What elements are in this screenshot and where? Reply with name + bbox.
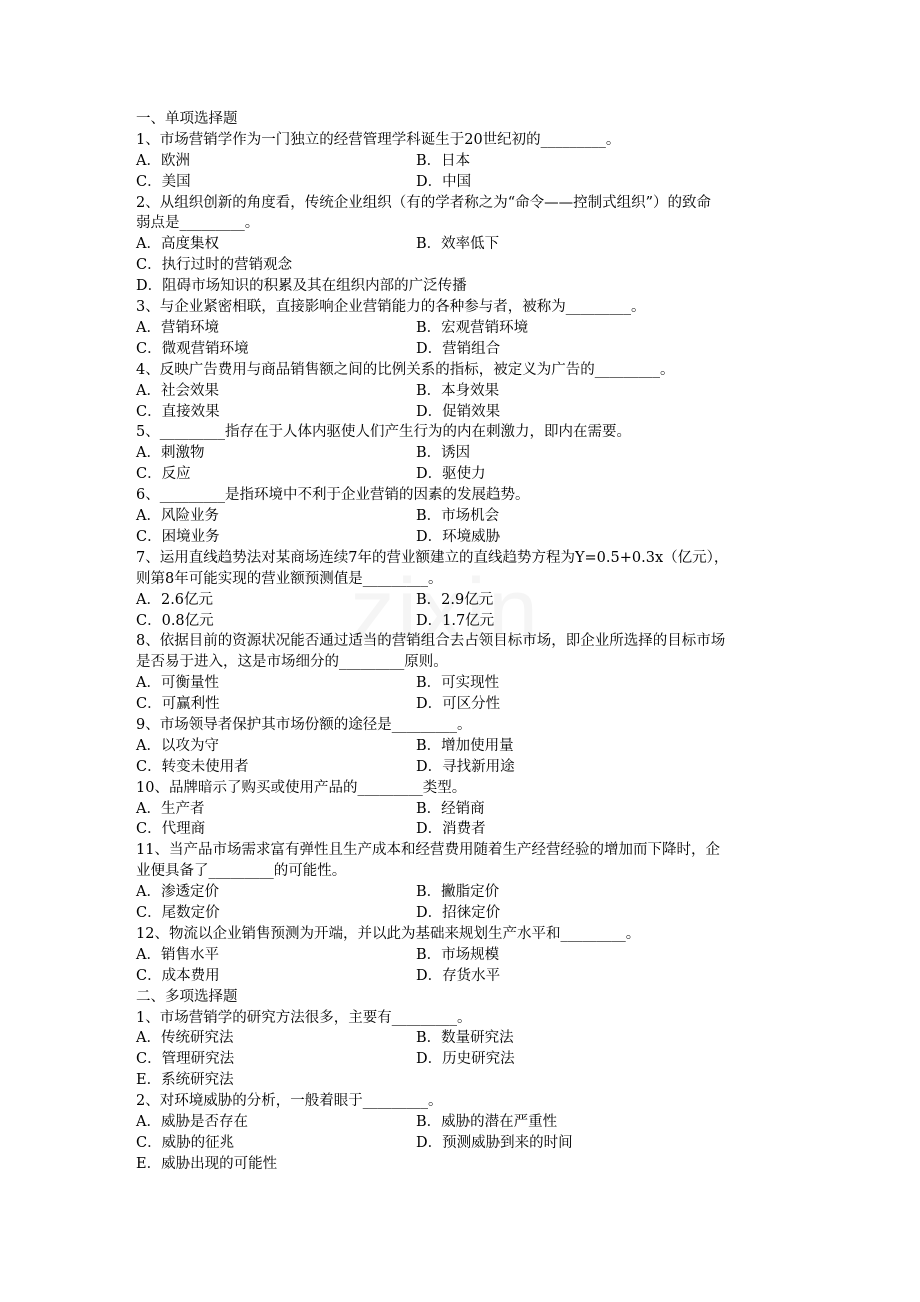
option-row	[136, 882, 796, 903]
option: B．市场机会	[416, 508, 500, 525]
option-row	[136, 151, 796, 172]
option: D．消费者	[416, 821, 486, 838]
question	[136, 715, 796, 778]
option: E．系统研究法	[136, 1072, 234, 1089]
question-text: 2、对环境威胁的分析，一般着眼于_________。	[136, 1093, 443, 1110]
option: D．可区分性	[416, 696, 501, 713]
option-row	[136, 673, 796, 694]
option: B．威胁的潜在严重性	[416, 1114, 558, 1131]
question-text: 12、物流以企业销售预测为开端，并以此为基础来规划生产水平和_________。	[136, 925, 641, 942]
question	[136, 924, 796, 987]
option: B．数量研究法	[416, 1030, 514, 1047]
option: A．以攻为守	[136, 737, 219, 754]
option-row	[136, 506, 796, 527]
option: A．刺激物	[136, 445, 205, 462]
question-text: 5、_________指存在于人体内驱使人们产生行为的内在刺激力，即内在需要。	[136, 424, 631, 441]
section-heading: 一、单项选择题	[136, 111, 238, 127]
option: C．反应	[136, 466, 191, 483]
option: C．困境业务	[136, 528, 220, 545]
option: D．环境威胁	[416, 528, 501, 545]
option-row	[136, 255, 796, 276]
question-text: 6、_________是指环境中不利于企业营销的因素的发展趋势。	[136, 487, 530, 504]
question	[136, 778, 796, 841]
option: B．增加使用量	[416, 737, 514, 754]
option: B．效率低下	[416, 236, 500, 253]
question	[136, 631, 796, 715]
option-row	[136, 527, 796, 548]
option-row	[136, 318, 796, 339]
option: B．可实现性	[416, 675, 500, 692]
option: C．美国	[136, 173, 191, 190]
option: D．寻找新用途	[416, 758, 515, 775]
question	[136, 193, 796, 297]
option-row	[136, 339, 796, 360]
option-row	[136, 276, 796, 297]
option: B．市场规模	[416, 946, 500, 963]
option-row	[136, 694, 796, 715]
question-text: 2、从组织创新的角度看，传统企业组织（有的学者称之为“命令——控制式组织”）的致命	[136, 194, 712, 211]
option-row	[136, 945, 796, 966]
option: B．2.9亿元	[416, 591, 494, 608]
option: E．威胁出现的可能性	[136, 1155, 278, 1172]
question	[136, 548, 796, 632]
question	[136, 840, 796, 924]
question-text: 10、品牌暗示了购买或使用产品的_________类型。	[136, 779, 467, 796]
option: C．转变未使用者	[136, 758, 249, 775]
option: D．驱使力	[416, 466, 486, 483]
option: A．2.6亿元	[136, 591, 214, 608]
option: C．管理研究法	[136, 1051, 235, 1068]
option: A．渗透定价	[136, 884, 219, 901]
option: A．欧洲	[136, 152, 190, 169]
option: B．诱因	[416, 445, 471, 462]
question	[136, 1008, 796, 1092]
question-text: 业便具备了_________的可能性。	[136, 863, 347, 880]
option: D．阻碍市场知识的积累及其在组织内部的广泛传播	[136, 278, 467, 295]
option-row	[136, 1154, 796, 1175]
question	[136, 297, 796, 360]
option: A．威胁是否存在	[136, 1114, 248, 1131]
option: A．社会效果	[136, 382, 219, 399]
option: C．0.8亿元	[136, 612, 214, 629]
option-row	[136, 1049, 796, 1070]
option: A．营销环境	[136, 319, 219, 336]
question-text: 是否易于进入，这是市场细分的_________原则。	[136, 654, 448, 671]
option: C．代理商	[136, 821, 206, 838]
option: C．直接效果	[136, 403, 220, 420]
question-text: 8、依据目前的资源状况能否通过适当的营销组合去占领目标市场，即企业所选择的目标市场	[136, 633, 726, 650]
question-text: 9、市场领导者保护其市场份额的途径是_________。	[136, 717, 472, 733]
option: A．可衡量性	[136, 675, 219, 692]
question	[136, 1091, 796, 1175]
option-row	[136, 966, 796, 987]
option-row	[136, 611, 796, 632]
option-row	[136, 172, 796, 193]
option: D．存货水平	[416, 967, 501, 984]
option: A．高度集权	[136, 236, 219, 253]
option-row	[136, 381, 796, 402]
option: A．生产者	[136, 800, 205, 817]
option: D．营销组合	[416, 340, 501, 357]
question-text: 3、与企业紧密相联，直接影响企业营销能力的各种参与者，被称为_________。	[136, 299, 646, 316]
question-text: 则第8年可能实现的营业额预测值是_________。	[136, 570, 443, 587]
question-text: 1、市场营销学的研究方法很多，主要有_________。	[136, 1009, 472, 1026]
option-row	[136, 736, 796, 757]
option: D．预测威胁到来的时间	[416, 1134, 573, 1151]
option: D．历史研究法	[416, 1051, 515, 1068]
option-row	[136, 903, 796, 924]
option: D．招徕定价	[416, 905, 501, 922]
option: A．传统研究法	[136, 1030, 234, 1047]
option: B．本身效果	[416, 382, 500, 399]
question-text: 4、反映广告费用与商品销售额之间的比例关系的指标，被定义为广告的_________。	[136, 361, 675, 378]
option: D．中国	[416, 173, 472, 190]
option: A．销售水平	[136, 946, 219, 963]
option-row	[136, 819, 796, 840]
option-row	[136, 757, 796, 778]
option: B．经销商	[416, 800, 485, 817]
option: B．日本	[416, 152, 471, 169]
option: B．撇脂定价	[416, 884, 500, 901]
question-text: 弱点是_________。	[136, 215, 260, 232]
option-row	[136, 402, 796, 423]
option: C．威胁的征兆	[136, 1134, 235, 1151]
option-row	[136, 1112, 796, 1133]
option-row	[136, 464, 796, 485]
section-heading: 二、多项选择题	[136, 988, 238, 1005]
question-text: 11、当产品市场需求富有弹性且生产成本和经营费用随着生产经营经验的增加而下降时，企	[136, 842, 720, 859]
option: D．促销效果	[416, 403, 501, 420]
option: C．成本费用	[136, 967, 220, 984]
question	[136, 360, 796, 423]
option-row	[136, 590, 796, 611]
question-text: 7、运用直线趋势法对某商场连续7年的营业额建立的直线趋势方程为Y=0.5+0.3x（亿元），	[136, 549, 729, 566]
option: C．可赢利性	[136, 696, 220, 713]
exam-document	[136, 109, 796, 1175]
option: A．风险业务	[136, 508, 219, 525]
option: B．宏观营销环境	[416, 319, 529, 336]
question	[136, 422, 796, 485]
option: C．执行过时的营销观念	[136, 257, 293, 274]
option-row	[136, 799, 796, 820]
option: C．尾数定价	[136, 905, 220, 922]
option-row	[136, 1070, 796, 1091]
option: D．1.7亿元	[416, 612, 495, 629]
question-text: 1、市场营销学作为一门独立的经营管理学科诞生于20世纪初的_________。	[136, 131, 621, 148]
option-row	[136, 1133, 796, 1154]
option-row	[136, 443, 796, 464]
option-row	[136, 1028, 796, 1049]
question	[136, 130, 796, 193]
option: C．微观营销环境	[136, 340, 249, 357]
question	[136, 485, 796, 548]
option-row	[136, 234, 796, 255]
